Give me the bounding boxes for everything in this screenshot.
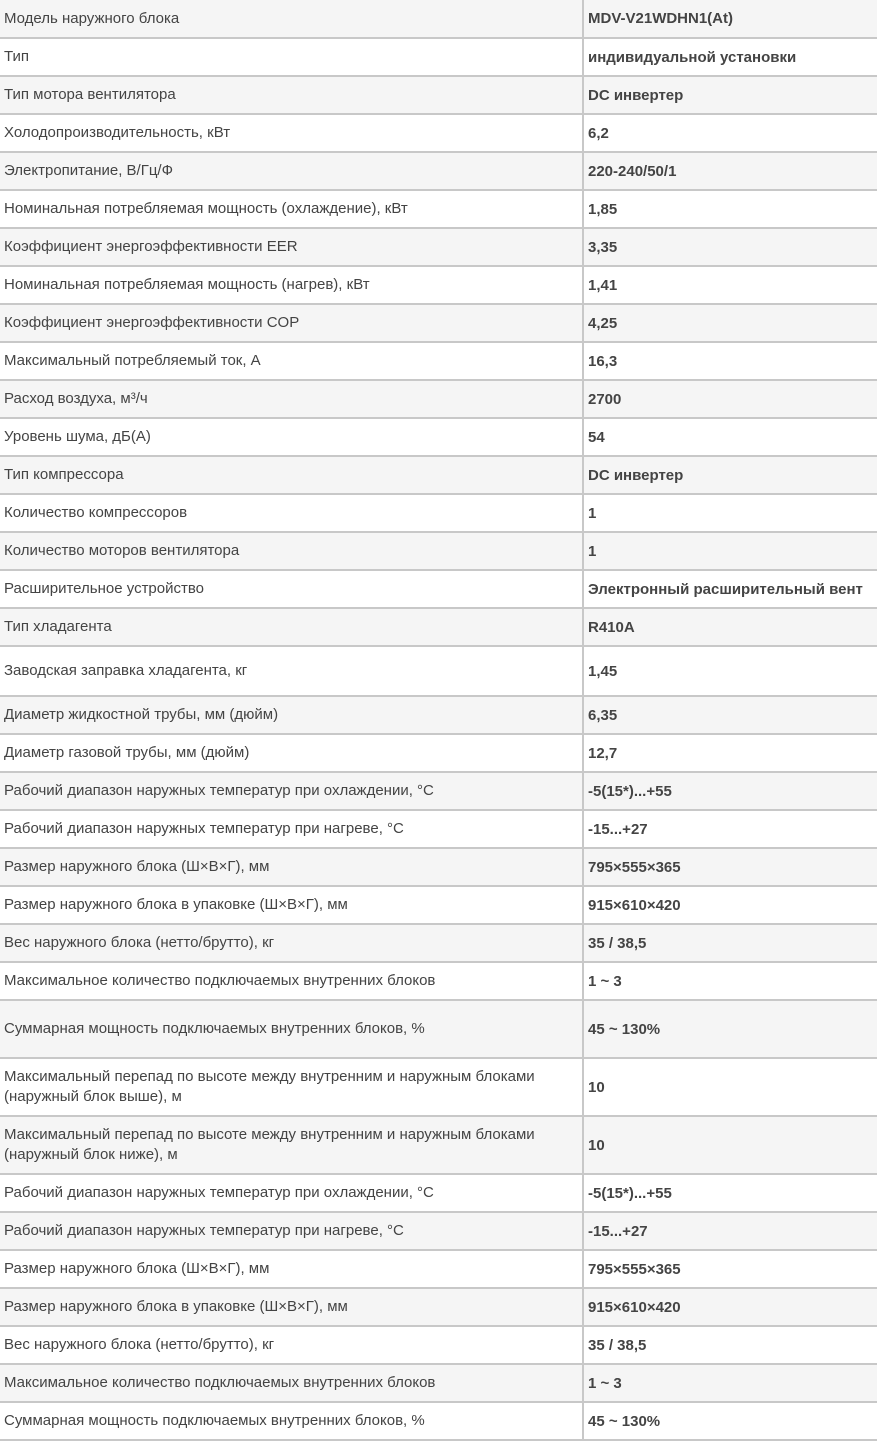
spec-param-value: 35 / 38,5 [583, 924, 877, 962]
spec-param-value: 45 ~ 130% [583, 1000, 877, 1058]
spec-param-label: Количество моторов вентилятора [0, 532, 583, 570]
spec-param-value: 35 / 38,5 [583, 1326, 877, 1364]
spec-param-value: 45 ~ 130% [583, 1402, 877, 1440]
spec-row [0, 1250, 877, 1288]
spec-row [0, 456, 877, 494]
spec-param-value: 1,85 [583, 190, 877, 228]
spec-param-value: DC инвертер [583, 76, 877, 114]
spec-param-label: Коэффициент энергоэффективности EER [0, 228, 583, 266]
spec-row [0, 0, 877, 38]
spec-param-value: 16,3 [583, 342, 877, 380]
spec-row [0, 810, 877, 848]
spec-param-label: Размер наружного блока (Ш×В×Г), мм [0, 848, 583, 886]
spec-param-label: Заводская заправка хладагента, кг [0, 646, 583, 696]
spec-param-label: Тип [0, 38, 583, 76]
spec-param-label: Электропитание, В/Гц/Ф [0, 152, 583, 190]
spec-row [0, 342, 877, 380]
spec-param-value: -15...+27 [583, 1212, 877, 1250]
spec-row [0, 114, 877, 152]
spec-row [0, 1000, 877, 1058]
spec-row [0, 1212, 877, 1250]
spec-param-value: 1 [583, 532, 877, 570]
spec-param-value: 1 ~ 3 [583, 1364, 877, 1402]
spec-param-label: Максимальный потребляемый ток, А [0, 342, 583, 380]
spec-param-label: Максимальное количество подключаемых внутренних блоков [0, 1364, 583, 1402]
spec-param-value: 1 [583, 494, 877, 532]
spec-row [0, 418, 877, 456]
spec-row [0, 646, 877, 696]
spec-param-label: Тип компрессора [0, 456, 583, 494]
spec-row [0, 848, 877, 886]
spec-param-label: Рабочий диапазон наружных температур при охлаждении, °С [0, 1174, 583, 1212]
spec-row [0, 1174, 877, 1212]
spec-param-label: Модель наружного блока [0, 0, 583, 38]
spec-row [0, 532, 877, 570]
spec-param-value: 54 [583, 418, 877, 456]
spec-param-value: DC инвертер [583, 456, 877, 494]
spec-row [0, 570, 877, 608]
spec-row [0, 38, 877, 76]
spec-row [0, 734, 877, 772]
spec-param-value: 795×555×365 [583, 848, 877, 886]
spec-row [0, 886, 877, 924]
spec-row [0, 1402, 877, 1440]
spec-row [0, 76, 877, 114]
spec-row [0, 1288, 877, 1326]
spec-row [0, 608, 877, 646]
spec-param-value: 1,41 [583, 266, 877, 304]
spec-param-label: Тип мотора вентилятора [0, 76, 583, 114]
spec-row [0, 1364, 877, 1402]
spec-row [0, 1326, 877, 1364]
spec-row [0, 190, 877, 228]
spec-param-label: Рабочий диапазон наружных температур при нагреве, °С [0, 1212, 583, 1250]
spec-param-label: Тип хладагента [0, 608, 583, 646]
spec-param-value: 1,45 [583, 646, 877, 696]
spec-param-label: Суммарная мощность подключаемых внутренних блоков, % [0, 1402, 583, 1440]
spec-row [0, 962, 877, 1000]
spec-row [0, 772, 877, 810]
spec-row [0, 1058, 877, 1116]
spec-param-label: Холодопроизводительность, кВт [0, 114, 583, 152]
spec-param-label: Размер наружного блока в упаковке (Ш×В×Г), мм [0, 1288, 583, 1326]
spec-param-label: Номинальная потребляемая мощность (нагрев), кВт [0, 266, 583, 304]
spec-param-label: Вес наружного блока (нетто/брутто), кг [0, 924, 583, 962]
spec-param-value: -15...+27 [583, 810, 877, 848]
spec-param-value: 12,7 [583, 734, 877, 772]
spec-param-value: 220-240/50/1 [583, 152, 877, 190]
spec-param-label: Максимальный перепад по высоте между внутренним и наружным блоками (наружный блок ниже), м [0, 1116, 583, 1174]
spec-param-value: 6,2 [583, 114, 877, 152]
spec-row [0, 152, 877, 190]
spec-param-value: 915×610×420 [583, 886, 877, 924]
spec-param-value: 6,35 [583, 696, 877, 734]
spec-param-label: Диаметр жидкостной трубы, мм (дюйм) [0, 696, 583, 734]
spec-param-value: 4,25 [583, 304, 877, 342]
spec-param-value: R410A [583, 608, 877, 646]
spec-param-value: -5(15*)...+55 [583, 1174, 877, 1212]
spec-param-label: Максимальный перепад по высоте между внутренним и наружным блоками (наружный блок выше), м [0, 1058, 583, 1116]
spec-param-value: -5(15*)...+55 [583, 772, 877, 810]
spec-param-label: Размер наружного блока (Ш×В×Г), мм [0, 1250, 583, 1288]
spec-param-label: Рабочий диапазон наружных температур при нагреве, °С [0, 810, 583, 848]
spec-param-label: Диаметр газовой трубы, мм (дюйм) [0, 734, 583, 772]
spec-param-label: Максимальное количество подключаемых внутренних блоков [0, 962, 583, 1000]
spec-param-value: 2700 [583, 380, 877, 418]
spec-param-label: Суммарная мощность подключаемых внутренних блоков, % [0, 1000, 583, 1058]
spec-param-value: 795×555×365 [583, 1250, 877, 1288]
spec-param-value: 10 [583, 1058, 877, 1116]
spec-row [0, 1116, 877, 1174]
spec-row [0, 924, 877, 962]
spec-param-label: Размер наружного блока в упаковке (Ш×В×Г), мм [0, 886, 583, 924]
spec-param-value: MDV-V21WDHN1(At) [583, 0, 877, 38]
spec-row [0, 266, 877, 304]
spec-row [0, 228, 877, 266]
spec-param-value: 3,35 [583, 228, 877, 266]
spec-param-label: Расход воздуха, м³/ч [0, 380, 583, 418]
spec-param-value: 10 [583, 1116, 877, 1174]
spec-param-label: Уровень шума, дБ(А) [0, 418, 583, 456]
spec-param-label: Коэффициент энергоэффективности COP [0, 304, 583, 342]
spec-row [0, 304, 877, 342]
spec-param-label: Количество компрессоров [0, 494, 583, 532]
spec-param-label: Вес наружного блока (нетто/брутто), кг [0, 1326, 583, 1364]
spec-param-label: Номинальная потребляемая мощность (охлаждение), кВт [0, 190, 583, 228]
spec-param-value: 915×610×420 [583, 1288, 877, 1326]
spec-row [0, 696, 877, 734]
spec-row [0, 380, 877, 418]
spec-param-label: Расширительное устройство [0, 570, 583, 608]
spec-param-label: Рабочий диапазон наружных температур при охлаждении, °С [0, 772, 583, 810]
spec-param-value: индивидуальной установки [583, 38, 877, 76]
spec-row [0, 494, 877, 532]
spec-param-value: Электронный расширительный вент [583, 570, 877, 608]
spec-param-value: 1 ~ 3 [583, 962, 877, 1000]
